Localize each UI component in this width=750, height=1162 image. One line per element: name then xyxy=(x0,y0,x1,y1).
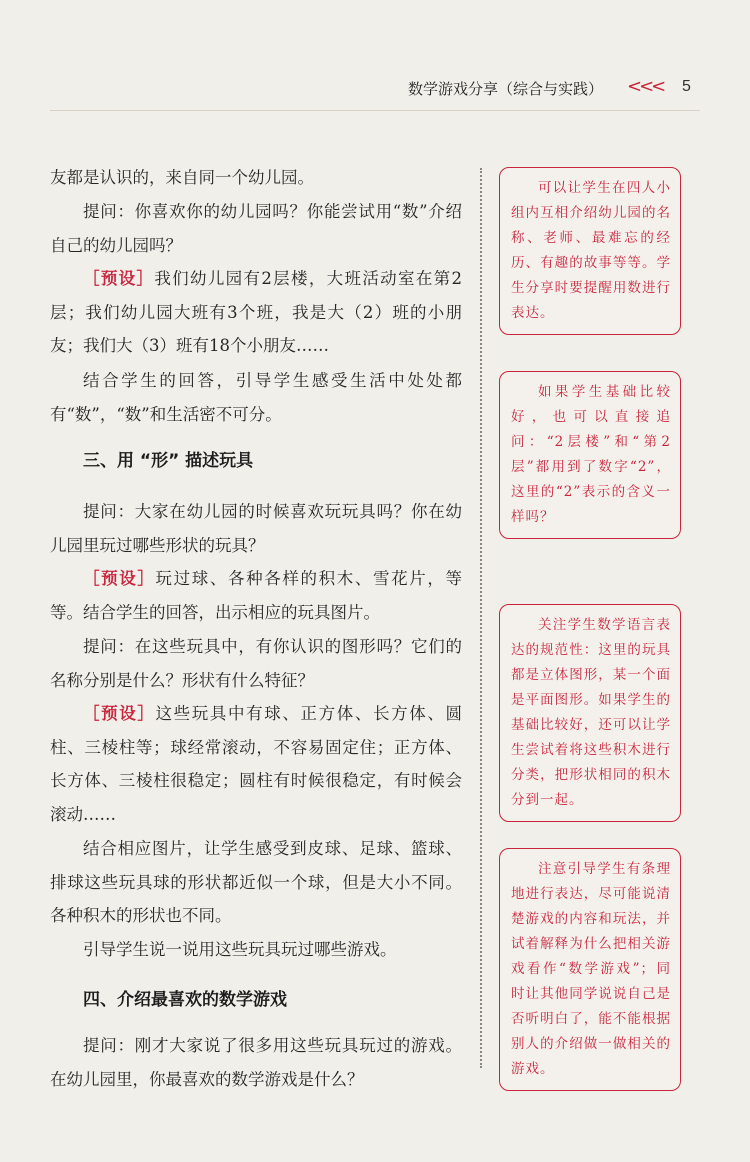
column-divider xyxy=(480,168,482,1068)
paragraph-text: 玩过球、各种各样的积木、雪花片，等等。 xyxy=(50,569,462,622)
margin-note: 如果学生基础比较好，也可以直接追问：“2层楼”和“第2层”都用到了数字“2”，这里的“2”表示的含义一样吗？ xyxy=(499,371,681,539)
preset-label: ［预设］ xyxy=(83,704,156,723)
page-number: 5 xyxy=(682,78,691,95)
paragraph: 结合学生的回答，引导学生感受生活中处处都有“数”，“数”和生活密不可分。 xyxy=(50,371,462,424)
margin-note: 关注学生数学语言表达的规范性：这里的玩具都是立体图形，某一个面是平面图形。如果学生的基础比较好，还可以让学生尝试着将这些积木进行分类，把形状相同的积木分到一起。 xyxy=(499,604,681,822)
paragraph: 友都是认识的，来自同一个幼儿园。 xyxy=(50,168,314,187)
preset-label: ［预设］ xyxy=(83,269,155,288)
margin-note: 可以让学生在四人小组内互相介绍幼儿园的名称、老师、最难忘的经历、有趣的故事等等。学生分享时要提醒用数进行表达。 xyxy=(499,167,681,335)
paragraph: 引导学生说一说用这些玩具玩过哪些游戏。 xyxy=(83,940,397,959)
paragraph: 结合学生的回答，出示相应的玩具图片。 xyxy=(83,603,380,622)
section-heading: 三、用 “形” 描述玩具 xyxy=(83,451,254,471)
paragraph-text: 我们幼儿园有2层楼，大班活动室在第2层；我们幼儿园大班有3个班，我是大（2）班的小朋友；我们大（3）班有18个小朋友…… xyxy=(50,269,463,355)
paragraph: 提问：在这些玩具中，有你认识的图形吗？它们的名称分别是什么？形状有什么特征？ xyxy=(50,637,462,690)
paragraph: 提问：刚才大家说了很多用这些玩具玩过的游戏。在幼儿园里，你最喜欢的数学游戏是什么？ xyxy=(50,1036,462,1089)
paragraph-text: 这些玩具中有球、正方体、长方体、圆柱、三棱柱等；球经常滚动，不容易固定住；正方体、长方体、三棱柱很稳定；圆柱有时候很稳定，有时候会滚动…… xyxy=(50,704,462,824)
chevrons-left-icon: <<< xyxy=(627,76,664,97)
paragraph: 结合相应图片，让学生感受到皮球、足球、篮球、排球这些玩具球的形状都近似一个球，但是大小不同。各种积木的形状也不同。 xyxy=(50,839,462,925)
margin-note: 注意引导学生有条理地进行表达，尽可能说清楚游戏的内容和玩法，并试着解释为什么把相关游戏看作“数学游戏”；同时让其他同学说说自己是否听明白了，能不能根据别人的介绍做一做相关的游戏。 xyxy=(499,848,681,1091)
paragraph: 提问：你喜欢你的幼儿园吗？你能尝试用“数”介绍自己的幼儿园吗？ xyxy=(50,202,462,255)
preset-label: ［预设］ xyxy=(83,569,156,588)
preset-paragraph xyxy=(50,697,462,831)
header-rule xyxy=(50,110,700,111)
paragraph: 提问：大家在幼儿园的时候喜欢玩玩具吗？你在幼儿园里玩过哪些形状的玩具？ xyxy=(50,502,462,555)
section-heading: 四、介绍最喜欢的数学游戏 xyxy=(83,990,287,1010)
header-title: 数学游戏分享（综合与实践） xyxy=(408,80,604,98)
preset-paragraph xyxy=(50,262,462,363)
